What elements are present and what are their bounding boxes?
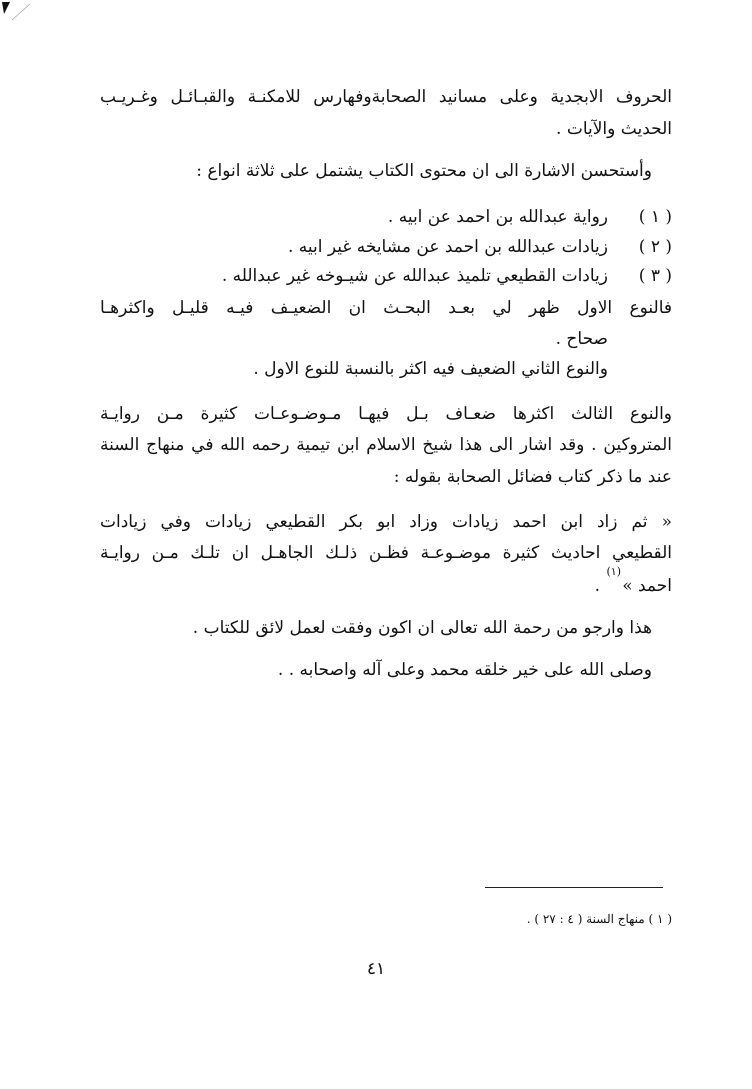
footnote-marker: (١) xyxy=(606,565,621,578)
closing-line-1: هذا وارجو من رحمة الله تعالى ان اكون وفقت لعمل لائق للكتاب . xyxy=(192,618,652,638)
type3-line-2: المتروكين . وقد اشار الى هذا شيخ الاسلام ابن تيمية رحمه الله في منهاج السنة xyxy=(100,435,672,455)
lead-sentence: وأستحسن الاشارة الى ان محتوى الكتاب يشتمل على ثلاثة انواع : xyxy=(196,161,652,181)
quote-line-2: القطيعي احاديث كثيرة موضـوعـة فظـن ذلـك الجاهـل ان تلـك مـن روايـة xyxy=(100,543,672,563)
footnote-divider xyxy=(485,887,663,888)
quote-line-1: « ثم زاد ابن احمد زيادات وزاد ابو بكر القطيعي زيادات وفي زيادات xyxy=(100,512,672,532)
quote-line-3: احمد » xyxy=(622,576,672,596)
list-item-text: زيادات عبدالله بن احمد عن مشايخه غير ابيه . xyxy=(287,237,608,257)
list-item-text: رواية عبدالله بن احمد عن ابيه . xyxy=(387,207,608,227)
type3-line-1: والنوع الثالث اكثرها ضعـاف بـل فيهـا مـوضـوعـات كثيرة مـن روايـة xyxy=(100,404,672,424)
intro-line-1: الحروف الابجدية وعلى مسانيد الصحابةوفهارس للامكنـة والقبـائـل وغـريـب xyxy=(100,87,672,107)
type1-line-2: صحاح . xyxy=(555,329,608,349)
list-item-number: ( ٢ ) xyxy=(638,237,672,257)
type1-line-1: فالنوع الاول ظهر لي بعـد البحـث ان الضعيـف فيـه قليـل واكثرهـا xyxy=(100,298,672,318)
type3-line-3: عند ما ذكر كتاب فضائل الصحابة بقوله : xyxy=(393,467,672,487)
scan-corner-mark-icon xyxy=(0,0,40,30)
closing-line-2: وصلى الله على خير خلقه محمد وعلى آله واصحابه . . xyxy=(277,660,652,680)
list-item-number: ( ٣ ) xyxy=(638,266,672,286)
page-number: ٤١ xyxy=(366,959,386,979)
type2-line: والنوع الثاني الضعيف فيه اكثر بالنسبة للنوع الاول . xyxy=(253,359,608,379)
intro-line-2: الحديث والآيات . xyxy=(556,119,672,139)
list-item-number: ( ١ ) xyxy=(638,207,672,227)
list-item-text: زيادات القطيعي تلميذ عبدالله عن شيـوخه غير عبدالله . xyxy=(221,266,608,286)
footnote-text: ( ١ ) منهاج السنة ( ٤ : ٢٧ ) . xyxy=(526,912,672,926)
quote-end-mark: . xyxy=(594,576,600,596)
